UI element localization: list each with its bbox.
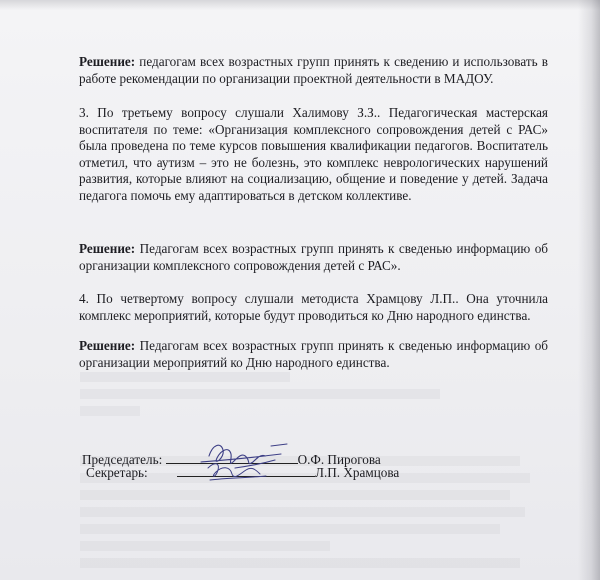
scan-shadow-top — [0, 0, 600, 10]
chair-name: О.Ф. Пирогова — [297, 452, 381, 467]
secretary-name: Л.П. Храмцова — [315, 465, 400, 480]
chair-label: Председатель: — [82, 452, 163, 467]
decision-text: Педагогам всех возрастных групп принять к сведенью информацию об организации мероприятий ко Дню народного единства. — [79, 338, 548, 370]
decision-label: Решение: — [79, 241, 136, 256]
secretary-label: Секретарь: — [86, 465, 148, 480]
decision-label: Решение: — [79, 338, 136, 353]
paragraph-item-4 — [79, 291, 548, 324]
handwritten-signature-secretary — [200, 456, 280, 486]
scan-shadow-right — [578, 0, 600, 580]
paragraph-decision-3 — [79, 338, 548, 371]
decision-label: Решение: — [79, 54, 136, 69]
item-4-text: 4. По четвертому вопросу слушали методиста Храмцову Л.П.. Она уточнила комплекс мероприятий, которые будут проводиться ко Дню народного единства. — [79, 291, 548, 323]
decision-text: педагогам всех возрастных групп принять к сведению и использовать в работе рекомендации по организации проектной деятельности в МАДОУ. — [79, 54, 548, 86]
paragraph-decision-2 — [79, 241, 548, 274]
item-3-text: 3. По третьему вопросу слушали Халимову З.З.. Педагогическая мастерская воспитателя по теме: «Организация комплексного сопровождения детей с РАС» была проведена по теме курсов повышения квалификации педагогов. Воспитатель отметил, что аутизм – это не болезнь, это комплекс неврологических нарушений развития, которые влияют на социализацию, общение и поведение у детей. Задача педагога помочь ему адаптироваться в детском коллективе. — [79, 105, 548, 203]
paragraph-item-3 — [79, 105, 548, 205]
decision-text: Педагогам всех возрастных групп принять к сведенью информацию об организации комплексного сопровождения детей с РАС». — [79, 241, 548, 273]
paragraph-decision-1 — [79, 54, 548, 87]
